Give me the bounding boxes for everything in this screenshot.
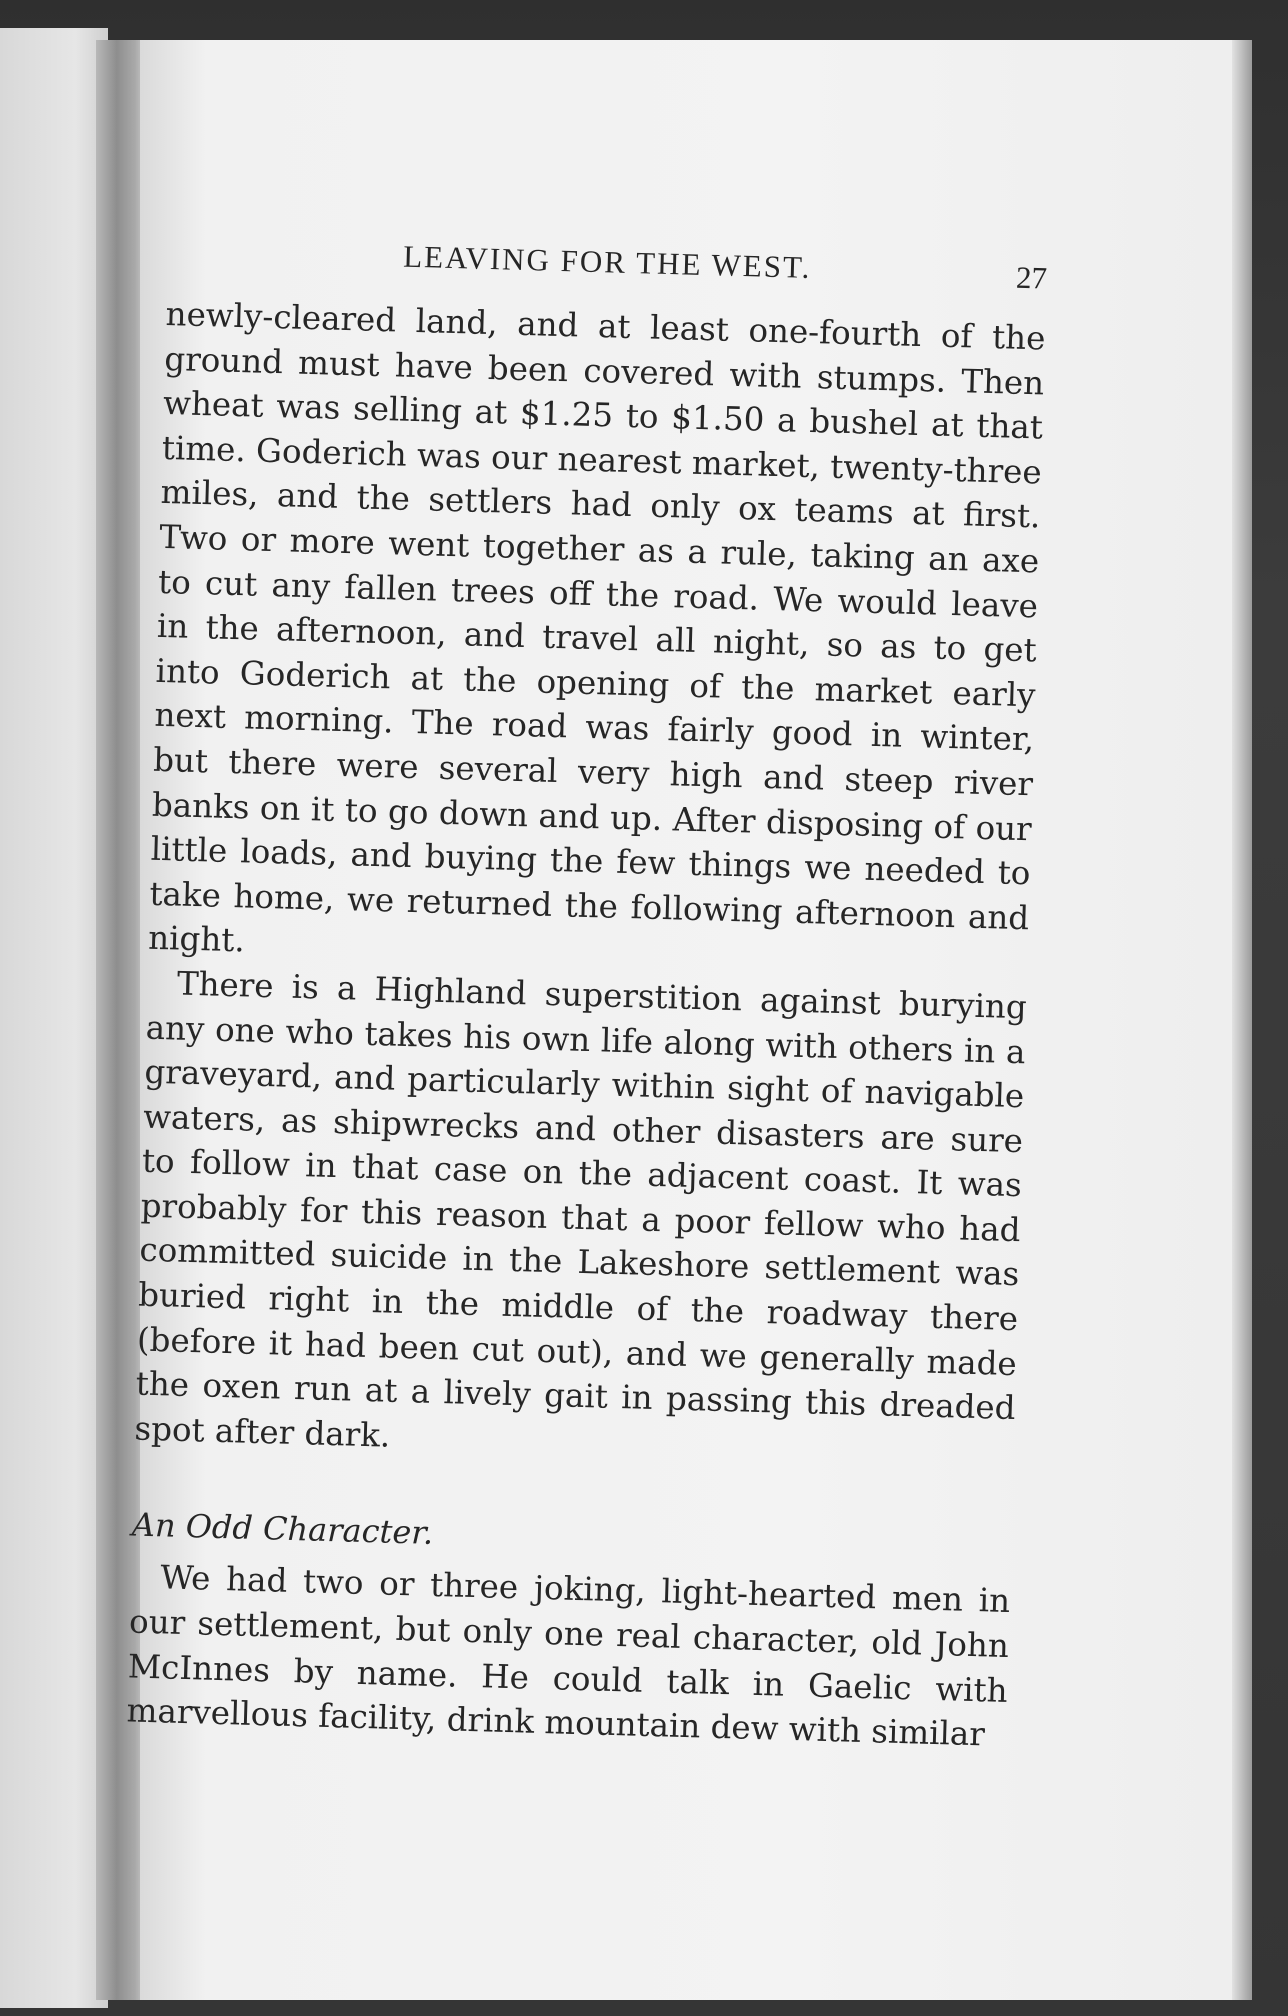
section-heading: An Odd Character. [131, 1505, 434, 1553]
body-text [126, 292, 1046, 1758]
page-right-edge [1232, 40, 1252, 2000]
page-number: 27 [1015, 259, 1048, 296]
running-head-title: LEAVING FOR THE WEST. [402, 238, 812, 285]
paragraph-superstition: There is a Highland superstition against burying any one who takes his own life along with others in a graveyard, and particularly within sight of navigable waters, as shipwrecks and other disasters are sure to follow in that case on the adjacent coast. It was probably for this reason that a poor fellow who had committed suicide in the Lakeshore settlement was buried right in the middle of the roadway there (before it had been cut out), and we generally made the oxen run at a lively gait in passing this dreaded spot after dark. [134, 964, 1028, 1455]
page-content [126, 232, 1048, 1758]
facing-page-edge [0, 28, 108, 2008]
paragraph-odd-character: We had two or three joking, light-hearted men in our settlement, but only one real character, old John McInnes by name. He could talk in Gaelic with marvellous facility, drink mountain dew with similar [126, 1558, 1011, 1754]
paragraph-continued: newly-cleared land, and at least one-fourth of the ground must have been covered with stumps. Then wheat was selling at $1.25 to $1.50 a bushel at that time. Goderich was our nearest market, twenty-three miles, and the settlers had only ox teams at first. Two or more went together as a rule, taking an axe to cut any fallen trees off the road. We would leave in the afternoon, and travel all night, so as to get into Goderich at the opening of the market early next morning. The road was fairly good in winter, but there were several very high and steep river banks on it to go down and up. After disposing of our little loads, and buying the few things we needed to take home, we returned the following afternoon and night. [147, 294, 1046, 960]
